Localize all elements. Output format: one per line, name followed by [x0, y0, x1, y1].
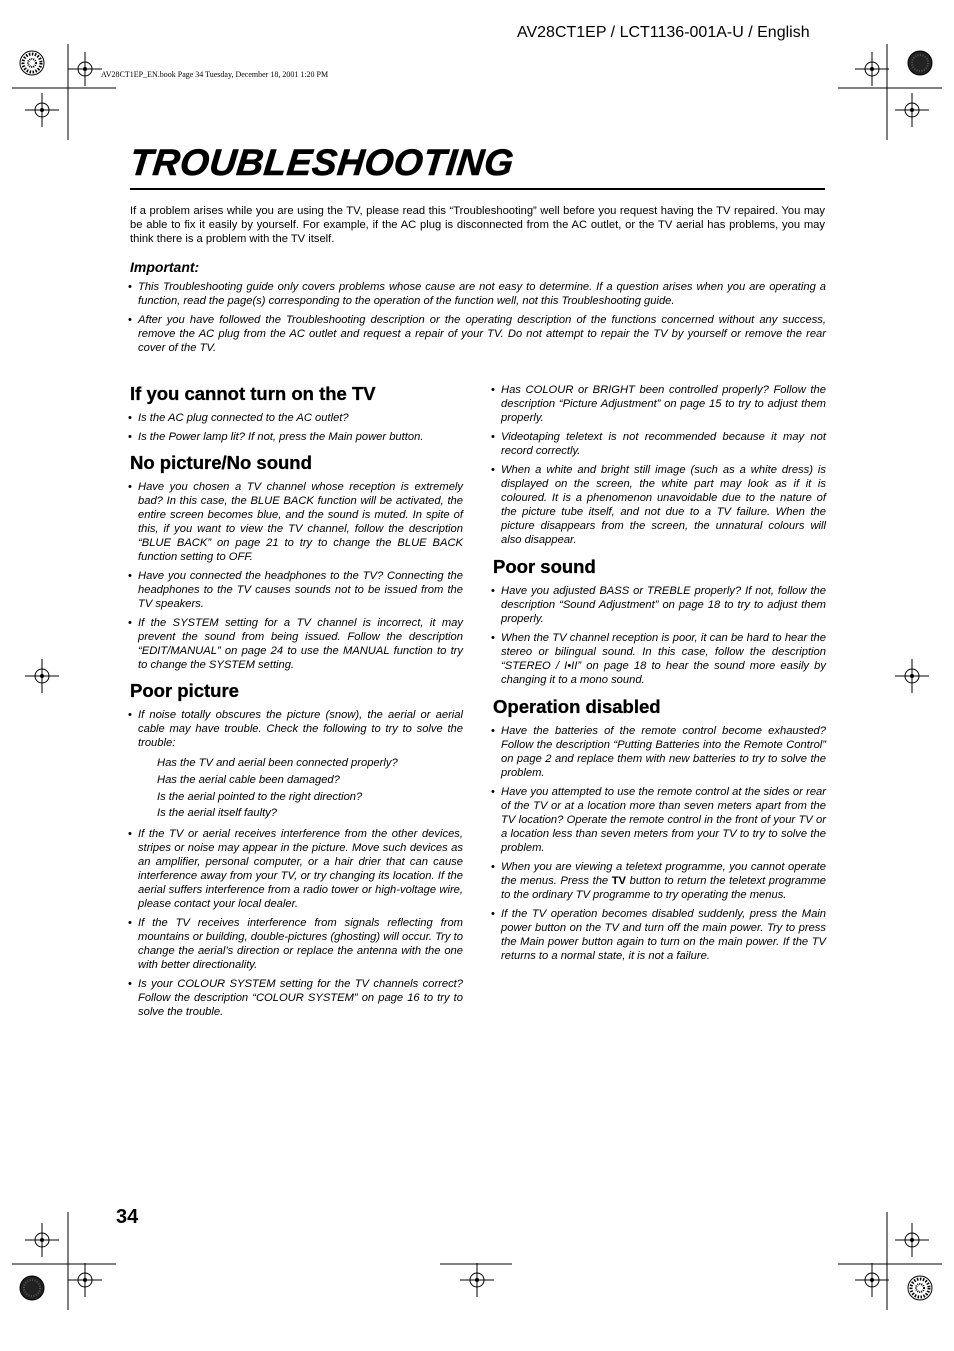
list-item: • Have you chosen a TV channel whose reception is extremely bad? In this case, the BLUE BACK function will be activated, the entire screen becomes blue, and the sound is muted. In spite of this, if you want to view the TV channel, follow the description “BLUE BACK” on page 21 to try to change the BLUE BACK function setting to OFF.: [130, 480, 463, 564]
important-list: [130, 280, 826, 360]
important-label: Important:: [130, 259, 200, 275]
check-item: Is the aerial pointed to the right direction?: [157, 790, 363, 803]
list-item: • If the TV or aerial receives interference from the other devices, stripes or noise may appear in the picture. Move such devices as an amplifier, personal computer, or a hair drier that can cause interference away from your TV, or try changing its location. If the aerial suffers interference from a radio tower or high-voltage wire, please contact your local dealer.: [130, 827, 463, 911]
list-item: • Have the batteries of the remote control become exhausted? Follow the description “Putting Batteries into the Remote Control” on page 2 and replace them with new batteries to try to solve the problem.: [493, 724, 826, 780]
list-item: • Have you attempted to use the remote control at the sides or rear of the TV or at a location more than seven meters apart from the TV location? Operate the remote control in the front of your TV or a location less than seven meters from your TV to try to solve the problem.: [493, 785, 826, 855]
section-heading-poor-picture: Poor picture: [130, 680, 239, 701]
list-item: • Videotaping teletext is not recommended because it may not record correctly.: [493, 430, 826, 458]
list-item: • This Troubleshooting guide only covers problems whose cause are not easy to determine. If a question arises when you are operating a function, read the page(s) corresponding to the operation of the function well, not this Troubleshooting guide.: [130, 280, 826, 308]
cannot-turn-on-list: [130, 411, 463, 444]
left-column: [130, 383, 463, 1024]
section-heading-operation-disabled: Operation disabled: [493, 696, 661, 717]
section-heading-cannot-turn-on: If you cannot turn on the TV: [130, 383, 376, 404]
list-item: • Is the AC plug connected to the AC outlet?: [130, 411, 463, 425]
list-item: • When a white and bright still image (such as a white dress) is displayed on the screen, the white part may look as if it is coloured. It is a phenomenon unavoidable due to the nature of the picture tube itself, and not due to a TV failure. When the picture disappears from the screen, the unnatural colours will also disappear.: [493, 463, 826, 547]
poor-picture-list-continued: [493, 383, 826, 547]
check-item: Is the aerial itself faulty?: [157, 807, 278, 820]
page-number: 34: [116, 1206, 139, 1228]
section-heading-no-picture-no-sound: No picture/No sound: [130, 452, 312, 473]
poor-picture-list: [130, 708, 463, 750]
list-item: • If the TV receives interference from signals reflecting from mountains or building, double-pictures (ghosting) will occur. Try to change the aerial’s direction or replace the antenna with the one with better directionality.: [130, 916, 463, 972]
list-item-text: When you are viewing a teletext programme, you cannot operate the menus. Press the: [501, 861, 826, 887]
poor-picture-list-more: [130, 827, 463, 1019]
check-item: Has the aerial cable been damaged?: [157, 773, 340, 786]
list-item: [493, 860, 826, 902]
list-item: • Is your COLOUR SYSTEM setting for the TV channels correct? Follow the description “COLOUR SYSTEM” on page 16 to try to solve the trouble.: [130, 977, 463, 1019]
poor-sound-list: [493, 584, 826, 687]
list-item: • Have you connected the headphones to the TV? Connecting the headphones to the TV causes sounds not to be issued from the TV speakers.: [130, 569, 463, 611]
title-rule: [130, 188, 825, 190]
list-item: • Has COLOUR or BRIGHT been controlled properly? Follow the description “Picture Adjustment” on page 15 to try to adjust them properly.: [493, 383, 826, 425]
list-item: • If the TV operation becomes disabled suddenly, press the Main power button on the TV and turn off the main power. Try to press the Main power button again to turn on the main power. If the TV returns to a normal state, it is not a failure.: [493, 907, 826, 963]
print-info-line: AV28CT1EP_EN.book Page 34 Tuesday, December 18, 2001 1:20 PM: [101, 70, 329, 79]
page-title: TROUBLESHOOTING: [127, 142, 516, 183]
operation-disabled-list: [493, 724, 826, 963]
list-item: • After you have followed the Troubleshooting description or the operating description of the functions concerned without any success, remove the AC plug from the AC outlet and request a repair of your TV. Do not attempt to repair the TV by yourself or remove the rear cover of the TV.: [130, 313, 826, 355]
tv-button-label: TV: [611, 875, 627, 887]
list-item: • If the SYSTEM setting for a TV channel is incorrect, it may prevent the sound from being issued. Follow the description “EDIT/MANUAL” on page 24 to use the MANUAL function to try to change the SYSTEM setting.: [130, 616, 463, 672]
list-item: • If noise totally obscures the picture (snow), the aerial or aerial cable may have trouble. Check the following to try to solve the trouble:: [130, 708, 463, 750]
list-item: • Is the Power lamp lit? If not, press the Main power button.: [130, 430, 463, 444]
section-heading-poor-sound: Poor sound: [493, 556, 596, 577]
list-item-text: button to return the teletext programme to the ordinary TV programme to try operating the menus.: [501, 875, 826, 901]
aerial-check-list: [157, 755, 463, 822]
no-picture-no-sound-list: [130, 480, 463, 672]
list-item: • Have you adjusted BASS or TREBLE properly? If not, follow the description “Sound Adjustment” on page 18 to try to adjust them properly.: [493, 584, 826, 626]
right-column: [493, 383, 826, 968]
list-item: • When the TV channel reception is poor, it can be hard to hear the stereo or bilingual sound. In this case, follow the description “STEREO / I•II” on page 18 to hear the sound more easily by changing it to a mono sound.: [493, 631, 826, 687]
intro-paragraph: If a problem arises while you are using the TV, please read this “Troubleshooting” well before you request having the TV repaired. You may be able to fix it easily by yourself. For example, if the AC plug is disconnected from the AC outlet, or the TV aerial has problems, you may think there is a problem with the TV itself.: [130, 205, 825, 245]
document-code: AV28CT1EP / LCT1136-001A-U / English: [517, 24, 810, 41]
check-item: Has the TV and aerial been connected properly?: [157, 757, 398, 769]
